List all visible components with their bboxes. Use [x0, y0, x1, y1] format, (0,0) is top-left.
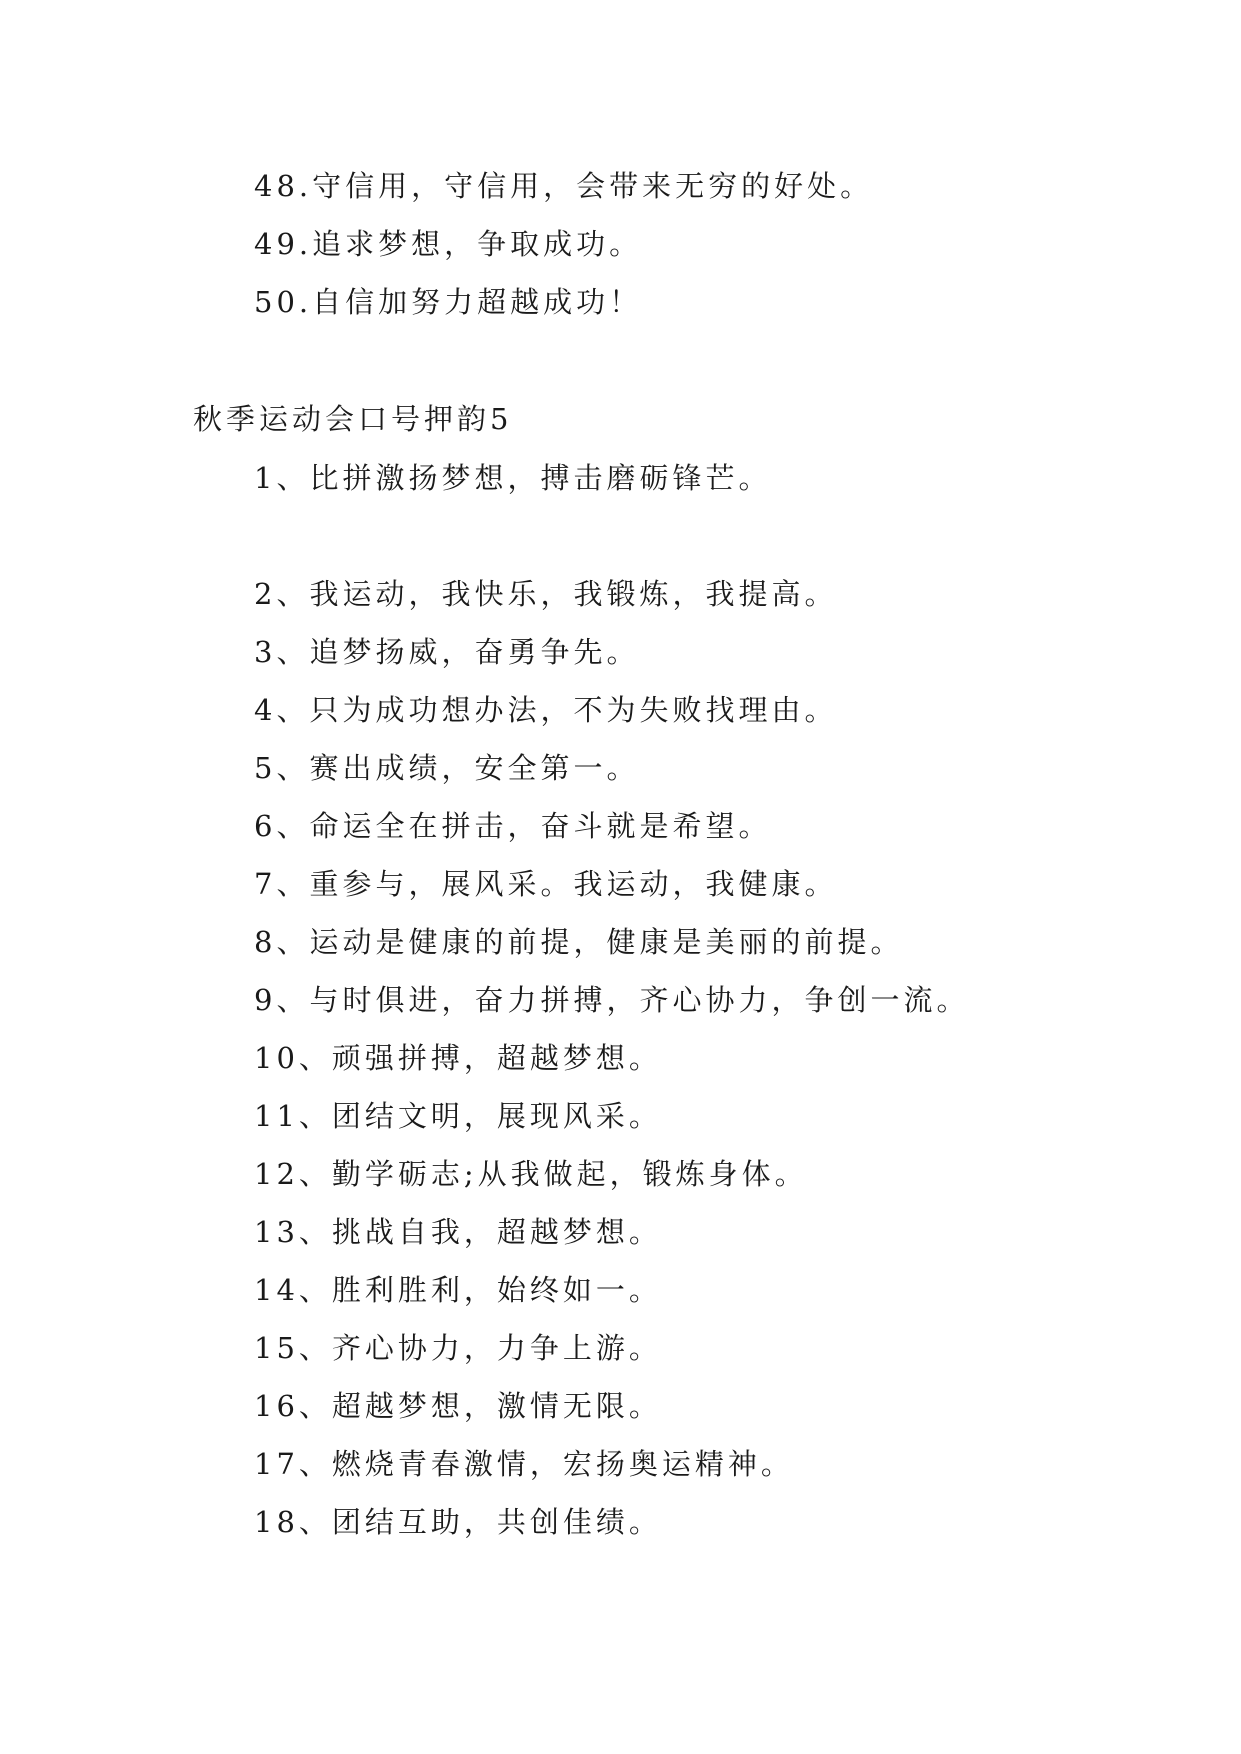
slogan-item-5: 5、赛出成绩，安全第一。: [254, 751, 640, 785]
slogan-item-7: 7、重参与，展风采。我运动，我健康。: [254, 867, 838, 901]
slogan-item-18: 18、团结互助，共创佳绩。: [254, 1505, 662, 1539]
slogan-item-1: 1、比拼激扬梦想，搏击磨砺锋芒。: [254, 461, 772, 495]
slogan-item-4: 4、只为成功想办法，不为失败找理由。: [254, 693, 838, 727]
section-title: 秋季运动会口号押韵5: [193, 402, 513, 436]
slogan-item-12: 12、勤学砺志;从我做起，锻炼身体。: [254, 1157, 808, 1191]
slogan-item-8: 8、运动是健康的前提，健康是美丽的前提。: [254, 925, 904, 959]
slogan-item-3: 3、追梦扬威，奋勇争先。: [254, 635, 640, 669]
slogan-item-15: 15、齐心协力，力争上游。: [254, 1331, 662, 1365]
slogan-item-6: 6、命运全在拼击，奋斗就是希望。: [254, 809, 772, 843]
slogan-item-9: 9、与时俱进，奋力拼搏，齐心协力，争创一流。: [254, 983, 970, 1017]
slogan-item-16: 16、超越梦想，激情无限。: [254, 1389, 662, 1423]
slogan-item-17: 17、燃烧青春激情，宏扬奥运精神。: [254, 1447, 794, 1481]
slogan-item-49: 49.追求梦想，争取成功。: [254, 227, 643, 261]
slogan-item-14: 14、胜利胜利，始终如一。: [254, 1273, 662, 1307]
slogan-item-50: 50.自信加努力超越成功！: [254, 285, 643, 319]
slogan-item-10: 10、顽强拼搏，超越梦想。: [254, 1041, 662, 1075]
slogan-item-11: 11、团结文明，展现风采。: [254, 1099, 662, 1133]
slogan-item-13: 13、挑战自我，超越梦想。: [254, 1215, 662, 1249]
slogan-item-48: 48.守信用，守信用，会带来无穷的好处。: [254, 169, 874, 203]
slogan-item-2: 2、我运动，我快乐，我锻炼，我提高。: [254, 577, 838, 611]
